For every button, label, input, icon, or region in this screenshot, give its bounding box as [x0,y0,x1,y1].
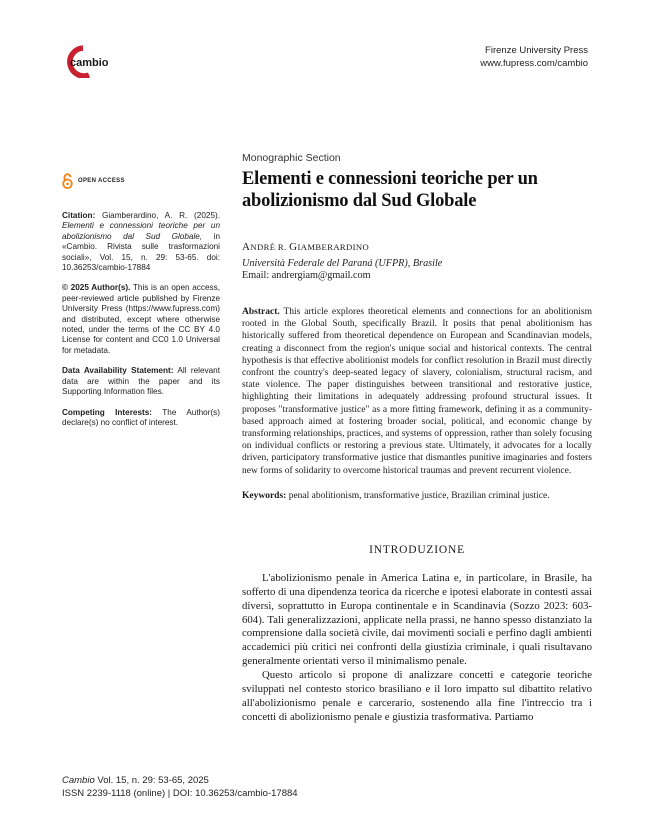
open-access-badge [62,173,125,189]
footer-journal-line [62,774,298,787]
footer-issn-doi: ISSN 2239-1118 (online) | DOI: 10.36253/cambio-17884 [62,788,298,799]
author-name: ANDRÉ R. GIAMBERARDINO [242,241,370,253]
citation-authors: Giamberardino, A. R. (2025). [101,211,221,220]
article [242,152,592,725]
citation-title: Elementi e connessioni teoriche per un abolizionismo dal Sud Globale, [62,221,220,241]
body-text [242,572,592,725]
open-lock-icon [62,173,73,189]
intro-heading: INTRODUZIONE [369,543,465,556]
paragraph: Questo articolo si propone di analizzare concetti e categorie teoriche sviluppati nel contesto storico brasiliano e il loro impatto sul dibattito relativo all'abolizionismo penale e carcerario, sostenendo alla fine l'intreccio tra i concetti di abolizionismo penale e giustizia trasformativa. Partiamo [242,669,592,723]
author-affiliation: Università Federale del Paraná (UFPR), Brasile [242,258,443,269]
footer-journal: Cambio [62,775,95,786]
paragraph: L'abolizionismo penale in America Latina e, in particolare, in Brasile, ha sofferto di una dipendenza teorica da ricerche e ipotesi elaborate in contesti assai diversi, soprattutto in Europa continentale e in Scandinavia (Sozzo 2023: 603-604). Tali generalizzazioni, applicate nella prassi, ne hanno spesso distanziato la comprensione dalla società civile, dai movimenti sociali e perfino dagli ambienti accademici più critici nei confronti della giustizia criminale, i quali risultavano generalmente orientati verso il minimalismo penale. [242,571,592,668]
data-availability [62,366,220,397]
copyright [62,283,220,356]
keywords-text: penal abolitionism, transformative justice, Brazilian criminal justice. [288,490,550,501]
cambio-logo-mark [62,44,110,78]
copyright-text: This is an open access, peer-reviewed article published by Firenze University Press (https://www.fupress.com) and distributed, except where otherwise noted, under the terms of the CC BY 4.0 License for content and CC0 1.0 Universal for metadata. [62,283,220,355]
open-access-label: OPEN ACCESS [78,178,125,184]
abstract [242,306,592,477]
publisher-info [480,44,588,70]
competing-interests-label: Competing Interests: [62,407,153,417]
footer-volume: Vol. 15, n. 29: 53-65, 2025 [97,775,209,786]
competing-interests [62,408,220,429]
citation [62,211,220,273]
keywords-label: Keywords: [242,490,287,501]
abstract-text: This article explores theoretical elements and connections for an abolitionism rooted in the Global South, specifically Brazil. It posits that penal abolitionism has historically suffered from theoretical dependence on European and Scandinavian models, creating a disconnect from the region's unique social and historical contexts. The central hypothesis is that effective abolitionist models for conflict resolution in Brazil must directly confront the country's deep-seated legacy of slavery, colonialism, structural racism, and state violence. The paper distinguishes between transitional and restorative justice, highlighting their limitations in adequately addressing profound structural issues. It proposes "transformative justice" as a more fitting framework, defining it as a community-based approach aimed at fostering broader social, political, and economic change by transforming relationships, practices, and systems of oppression, rather than solely focusing on individual conflicts or restoring a previous state. Ultimately, it advocates for a locally driven, participatory transformative justice that dismantles punitive imaginaries and fosters new forms of solidarity to overcome historical traumas and prevent recurrent violence. [242,307,592,476]
footer [62,774,298,800]
data-availability-label: Data Availability Statement: [62,366,174,376]
sidebar [62,211,220,438]
publisher-name: Firenze University Press [485,45,588,56]
abstract-label: Abstract. [242,307,280,317]
copyright-label: © 2025 Author(s). [62,283,131,293]
article-title: Elementi e connessioni teoriche per un abolizionismo dal Sud Globale [242,169,538,211]
competing-interests-text: The Author(s) declare(s) no conflict of interest. [62,407,220,427]
section-label: Monographic Section [242,152,341,164]
citation-label: Citation: [62,211,96,220]
data-availability-text: All relevant data are within the paper and its Supporting Information files. [62,366,220,397]
cambio-logo [62,44,110,78]
logo-text: cambio [70,57,109,69]
citation-journal: in «Cambio. Rivista sulle trasformazioni sociali», Vol. 15, n. 29: 53-65. doi: 10.36253/cambio-17884 [62,231,221,273]
publisher-url[interactable]: www.fupress.com/cambio [480,58,588,69]
author-email[interactable]: Email: andrergiam@gmail.com [242,270,371,281]
keywords [242,490,592,502]
